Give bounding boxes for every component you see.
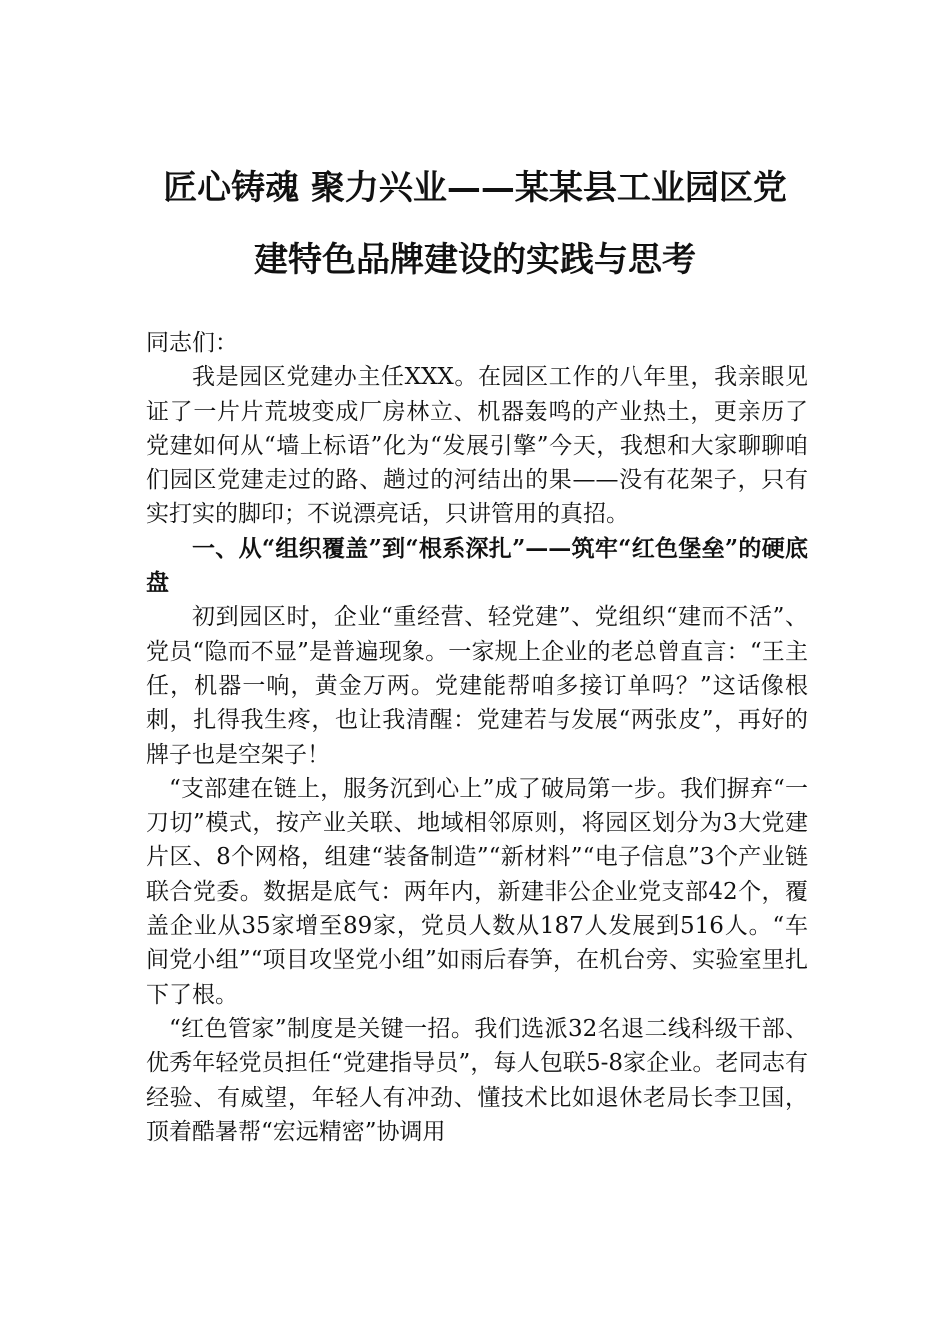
section-heading-1: 一、从“组织覆盖”到“根系深扎”——筑牢“红色堡垒”的硬底盘 xyxy=(146,534,808,597)
title-line-2: 建特色品牌建设的实践与思考 xyxy=(254,240,696,280)
paragraph-red-steward: “红色管家”制度是关键一招。我们选派32名退二线科级干部、优秀年轻党员担任“党建指导员”，每人包联5-8家企业。老同志有经验、有威望，年轻人有冲劲、懂技术比如退休老局长李卫国，顶着酷暑帮“宏远精密”协调用 xyxy=(146,1015,808,1145)
document-title xyxy=(100,152,850,296)
document-body xyxy=(146,326,808,1149)
salutation: 同志们： xyxy=(146,330,238,356)
paragraph-branch-on-chain: “支部建在链上，服务沉到心上”成了破局第一步。我们摒弃“一刀切”模式，按产业关联、地域相邻原则，将园区划分为3大党建片区、8个网格，组建“装备制造”“新材料”“电子信息”3个产业链联合党委。数据是底气：两年内，新建非公企业党支部42个，覆盖企业从35家增至89家，党员人数从187人发展到516人。“车间党小组”“项目攻坚党小组”如雨后春笋，在机台旁、实验室里扎下了根。 xyxy=(146,775,808,1008)
title-line-1: 匠心铸魂 聚力兴业——某某县工业园区党 xyxy=(163,168,787,208)
paragraph-intro: 我是园区党建办主任XXX。在园区工作的八年里，我亲眼见证了一片片荒坡变成厂房林立、机器轰鸣的产业热土，更亲历了党建如何从“墙上标语”化为“发展引擎”今天，我想和大家聊聊咱们园区党建走过的路、趟过的河结出的果——没有花架子，只有实打实的脚印；不说漂亮话，只讲管用的真招。 xyxy=(146,364,808,528)
paragraph-background: 初到园区时，企业“重经营、轻党建”、党组织“建而不活”、党员“隐而不显”是普遍现象。一家规上企业的老总曾直言：“王主任，机器一响，黄金万两。党建能帮咱多接订单吗？”这话像根刺，扎得我生疼，也让我清醒：党建若与发展“两张皮”，再好的牌子也是空架子！ xyxy=(146,604,808,768)
